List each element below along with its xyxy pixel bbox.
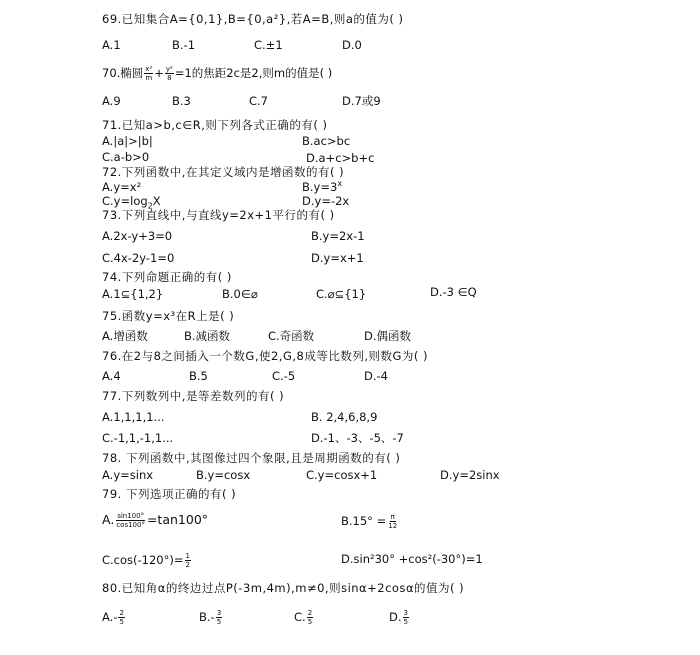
q78-stem: 78. 下列函数中,其图像过四个象限,且是周期函数的有( ): [102, 451, 401, 465]
q74-option-c: C.⌀⊆{1}: [316, 287, 367, 301]
q80-option-d: [389, 609, 410, 626]
q73-option-d: D.y=x+1: [311, 251, 364, 265]
q72-stem: 72.下列函数中,在其定义域内是增函数的有( ): [102, 165, 345, 179]
q80-b-den: 5: [216, 618, 222, 626]
q80-d-fraction: [403, 609, 409, 626]
q79-a-label: A.: [102, 512, 115, 527]
q80-option-b: [199, 609, 223, 626]
q73-option-b: B.y=2x-1: [311, 229, 365, 243]
q80-c-num: 2: [307, 609, 313, 617]
q70-plus: +: [154, 66, 164, 80]
q79-b-den: 12: [388, 522, 398, 530]
q72-b-base: B.y=3: [302, 180, 338, 194]
q79-c-fraction: [185, 552, 191, 569]
q70-option-c: C.7: [249, 94, 269, 108]
q80-c-den: 5: [307, 618, 313, 626]
q76-option-a: A.4: [102, 369, 121, 383]
q76-option-c: C.-5: [272, 369, 296, 383]
q75-option-c: C.奇函数: [268, 329, 315, 343]
q71-stem: 71.已知a>b,c∈R,则下列各式正确的有( ): [102, 118, 328, 132]
q76-stem: 76.在2与8之间插入一个数G,使2,G,8成等比数列,则数G为( ): [102, 349, 429, 363]
q79-option-d: D.sin²30° +cos²(-30°)=1: [341, 552, 483, 566]
q80-c-label: C.: [294, 610, 306, 624]
q80-a-den: 5: [119, 618, 124, 626]
q79-a-fraction: [115, 512, 146, 529]
q73-option-c: C.4x-2y-1=0: [102, 251, 175, 265]
q71-option-c: C.a-b>0: [102, 150, 150, 164]
q80-d-num: 3: [403, 609, 408, 617]
q77-option-a: A.1,1,1,1...: [102, 410, 165, 424]
q69-option-a: A.1: [102, 38, 121, 52]
q77-option-d: D.-1、-3、-5、-7: [311, 431, 404, 445]
q70-f1-num: x²: [145, 65, 153, 73]
q70-f1-den: m: [145, 74, 153, 82]
q75-option-d: D.偶函数: [364, 329, 412, 343]
q78-option-d: D.y=2sinx: [440, 468, 500, 482]
q79-stem: 79. 下列选项正确的有( ): [102, 487, 237, 501]
q72-option-c: [102, 194, 161, 211]
q80-a-label: A.-: [102, 610, 118, 624]
q70-f2-num: y²: [165, 65, 173, 73]
q80-stem: 80.已知角α的终边过点P(-3m,4m),m≠0,则sinα+2cosα的值为( ): [102, 581, 465, 595]
q72-c-base: C.y=log: [102, 194, 148, 208]
q69-option-c: C.±1: [254, 38, 283, 52]
q79-b-label: B.15° =: [341, 514, 387, 528]
q70-fraction-1: [144, 65, 153, 82]
q72-b-exponent: x: [337, 179, 343, 189]
q70-fraction-2: [165, 65, 174, 82]
q78-option-c: C.y=cosx+1: [306, 468, 378, 482]
q70-suffix: =1的焦距2c是2,则m的值是( ): [174, 66, 333, 80]
q80-b-label: B.-: [199, 610, 215, 624]
q79-a-num: sin100°: [117, 512, 145, 520]
q77-option-c: C.-1,1,-1,1...: [102, 431, 174, 445]
q79-option-a: [102, 512, 208, 529]
q70-f2-den: 8: [167, 74, 172, 82]
q80-c-fraction: [307, 609, 313, 626]
q79-c-label: C.cos(-120°)=: [102, 553, 184, 567]
q69-option-d: D.0: [342, 38, 362, 52]
q72-option-d: D.y=-2x: [302, 194, 350, 208]
q80-a-fraction: [118, 609, 124, 626]
q71-option-d: D.a+c>b+c: [306, 151, 375, 165]
q79-b-fraction: [387, 513, 398, 530]
q79-b-num: π: [390, 513, 395, 521]
q75-option-a: A.增函数: [102, 329, 148, 343]
q78-option-b: B.y=cosx: [196, 468, 251, 482]
q72-c-subscript: 2: [147, 201, 153, 211]
q80-option-c: [294, 609, 314, 626]
q79-option-c: [102, 552, 192, 569]
q77-option-b: B. 2,4,6,8,9: [311, 410, 378, 424]
q80-b-num: 3: [216, 609, 222, 617]
q72-c-arg: X: [152, 194, 161, 208]
q80-d-label: D.: [389, 610, 402, 624]
q79-a-den: cos100°: [116, 521, 145, 529]
q79-c-den: 2: [185, 561, 190, 569]
q70-option-b: B.3: [172, 94, 191, 108]
q74-option-a: A.1⊆{1,2}: [102, 287, 164, 301]
q76-option-d: D.-4: [364, 369, 388, 383]
q74-option-b: B.0∈⌀: [222, 287, 258, 301]
q79-a-rest: =tan100°: [146, 512, 209, 527]
q78-option-a: A.y=sinx: [102, 468, 154, 482]
q75-option-b: B.减函数: [184, 329, 231, 343]
q71-option-b: B.ac>bc: [302, 134, 351, 148]
q76-option-b: B.5: [189, 369, 208, 383]
q70-prefix: 70.椭圆: [102, 66, 144, 80]
q70-stem: [102, 65, 332, 82]
q74-stem: 74.下列命题正确的有( ): [102, 270, 232, 284]
q72-option-b: [302, 180, 342, 194]
q70-option-d: D.7或9: [342, 94, 381, 108]
q80-d-den: 5: [403, 618, 408, 626]
q80-a-num: 2: [119, 609, 124, 617]
q77-stem: 77.下列数列中,是等差数列的有( ): [102, 389, 285, 403]
q69-option-b: B.-1: [172, 38, 196, 52]
q70-option-a: A.9: [102, 94, 121, 108]
q71-option-a: A.|a|>|b|: [102, 134, 153, 148]
q80-option-a: [102, 609, 126, 626]
q79-c-num: 1: [185, 552, 190, 560]
q75-stem: 75.函数y=x³在R上是( ): [102, 309, 235, 323]
q79-option-b: [341, 513, 399, 530]
q72-option-a: A.y=x²: [102, 180, 142, 194]
q73-stem: 73.下列直线中,与直线y=2x+1平行的有( ): [102, 208, 335, 222]
q80-b-fraction: [216, 609, 222, 626]
q73-option-a: A.2x-y+3=0: [102, 229, 173, 243]
q69-stem: 69.已知集合A={0,1},B={0,a²},若A=B,则a的值为( ): [102, 12, 404, 26]
q74-option-d: D.-3 ∈Q: [430, 285, 477, 299]
